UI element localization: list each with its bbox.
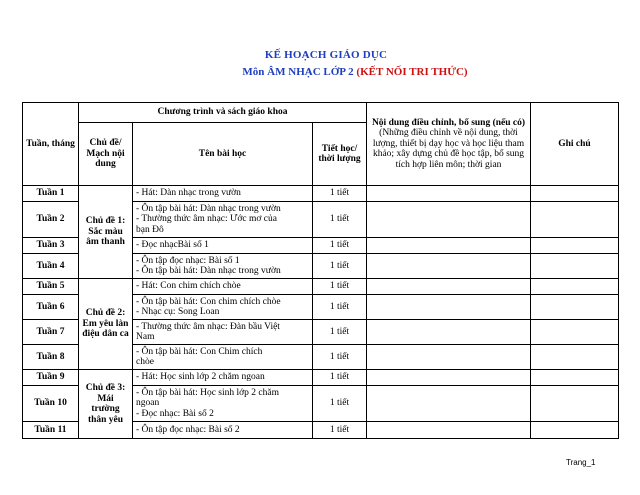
topic-cell: Chủ đề 1: Sắc màu âm thanh: [79, 186, 133, 279]
adjustment-cell: [367, 386, 531, 422]
adjustment-cell: [367, 202, 531, 238]
adjustment-cell: [367, 254, 531, 279]
lesson-cell: - Hát: Dàn nhạc trong vườn: [133, 186, 313, 202]
notes-cell: [531, 370, 619, 386]
lesson-cell: - Ôn tập đọc nhạc: Bài số 1 - Ôn tập bài hát: Dàn nhạc trong vườn: [133, 254, 313, 279]
document-subtitle: Môn ÂM NHẠC LỚP 2 (KẾT NỐI TRI THỨC): [242, 66, 468, 78]
week-cell: Tuần 6: [23, 295, 79, 320]
header-program: Chương trình và sách giáo khoa: [79, 103, 367, 123]
header-week: Tuần, tháng: [23, 103, 79, 186]
lesson-cell: - Hát: Học sinh lớp 2 chăm ngoan: [133, 370, 313, 386]
adjustment-cell: [367, 295, 531, 320]
document-title: KẾ HOẠCH GIÁO DỤC: [264, 49, 388, 61]
lesson-cell: - Hát: Con chim chích chòe: [133, 279, 313, 295]
week-cell: Tuần 1: [23, 186, 79, 202]
adjustment-cell: [367, 370, 531, 386]
periods-cell: 1 tiết: [313, 254, 367, 279]
header-notes: Ghi chú: [531, 103, 619, 186]
lesson-cell: - Ôn tập bài hát: Học sinh lớp 2 chăm ngoan - Đọc nhạc: Bài số 2: [133, 386, 313, 422]
lesson-cell: - Ôn tập bài hát: Con chim chích chòe - Nhạc cụ: Song Loan: [133, 295, 313, 320]
periods-cell: 1 tiết: [313, 295, 367, 320]
periods-cell: 1 tiết: [313, 279, 367, 295]
periods-cell: 1 tiết: [313, 320, 367, 345]
notes-cell: [531, 320, 619, 345]
topic-cell: Chủ đề 2: Em yêu làn điệu dân ca: [79, 279, 133, 370]
notes-cell: [531, 254, 619, 279]
lesson-cell: - Ôn tập bài hát: Dàn nhạc trong vườn - Thường thức âm nhạc: Ước mơ của bạn Đô: [133, 202, 313, 238]
periods-cell: 1 tiết: [313, 345, 367, 370]
notes-cell: [531, 238, 619, 254]
periods-cell: 1 tiết: [313, 186, 367, 202]
education-plan-table: [22, 102, 619, 439]
topic-cell: Chủ đề 3: Mái trường thân yêu: [79, 370, 133, 439]
week-cell: Tuần 2: [23, 202, 79, 238]
table-row: [23, 186, 619, 202]
week-cell: Tuần 11: [23, 422, 79, 439]
notes-cell: [531, 422, 619, 439]
periods-cell: 1 tiết: [313, 238, 367, 254]
header-adjustments: [367, 103, 531, 186]
notes-cell: [531, 345, 619, 370]
notes-cell: [531, 202, 619, 238]
periods-cell: 1 tiết: [313, 386, 367, 422]
week-cell: Tuần 9: [23, 370, 79, 386]
week-cell: Tuần 10: [23, 386, 79, 422]
notes-cell: [531, 295, 619, 320]
adjustment-cell: [367, 238, 531, 254]
header-adjustments-title: Nội dung điều chỉnh, bổ sung (nếu có): [371, 117, 526, 128]
adjustment-cell: [367, 422, 531, 439]
week-cell: Tuần 8: [23, 345, 79, 370]
week-cell: Tuần 5: [23, 279, 79, 295]
header-periods: Tiết học/ thời lượng: [313, 123, 367, 186]
notes-cell: [531, 386, 619, 422]
periods-cell: 1 tiết: [313, 202, 367, 238]
lesson-cell: - Thường thức âm nhạc: Đàn bầu Việt Nam: [133, 320, 313, 345]
week-cell: Tuần 7: [23, 320, 79, 345]
page-number: Trang_1: [566, 458, 596, 467]
adjustment-cell: [367, 186, 531, 202]
lesson-cell: - Ôn tập bài hát: Con Chim chích chòe: [133, 345, 313, 370]
header-lesson: Tên bài học: [133, 123, 313, 186]
periods-cell: 1 tiết: [313, 370, 367, 386]
lesson-cell: - Ôn tập đọc nhạc: Bài số 2: [133, 422, 313, 439]
week-cell: Tuần 4: [23, 254, 79, 279]
periods-cell: 1 tiết: [313, 422, 367, 439]
adjustment-cell: [367, 279, 531, 295]
notes-cell: [531, 186, 619, 202]
notes-cell: [531, 279, 619, 295]
adjustment-cell: [367, 320, 531, 345]
lesson-cell: - Đọc nhạcBài số 1: [133, 238, 313, 254]
table-row: [23, 279, 619, 295]
week-cell: Tuần 3: [23, 238, 79, 254]
table-row: [23, 370, 619, 386]
header-adjustments-desc: (Những điều chỉnh về nội dung, thời lượng, thiết bị dạy học và học liệu tham khảo; xây dựng chủ đề học tập, bổ sung tích hợp liên môn; thời gian: [372, 128, 525, 170]
adjustment-cell: [367, 345, 531, 370]
header-topic: Chủ đề/ Mạch nội dung: [79, 123, 133, 186]
